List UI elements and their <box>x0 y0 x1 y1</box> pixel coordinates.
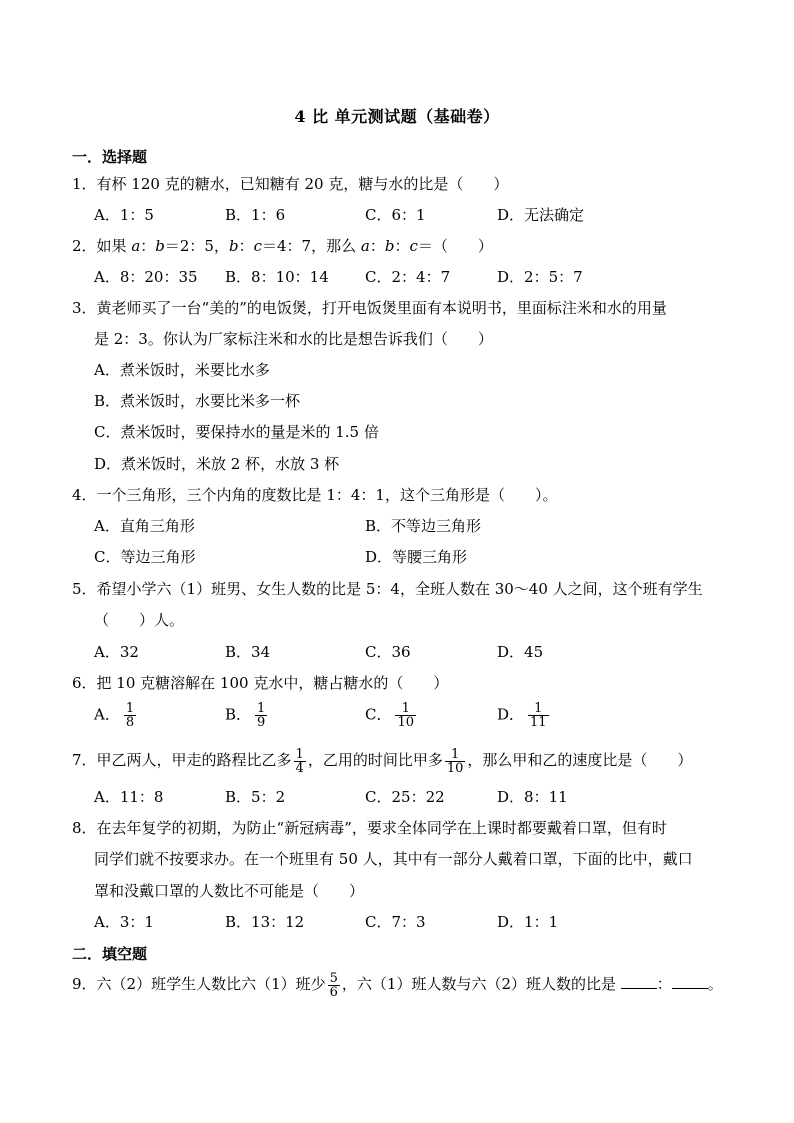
option-c[interactable]: C．等边三角形 <box>94 548 196 566</box>
fraction-numerator: 1 <box>395 702 416 716</box>
option-b[interactable]: B．1：6 <box>225 206 286 224</box>
fraction <box>294 748 306 775</box>
option-a[interactable]: A．1：5 <box>94 206 154 224</box>
option-b[interactable]: B．8：10：14 <box>225 268 329 286</box>
option-a[interactable]: A．11：8 <box>94 788 164 806</box>
q9-text: 9．六（2）班学生人数比六（1）班少 <box>72 975 326 993</box>
q2-text: ： <box>369 237 385 255</box>
question-4: 4．一个三角形，三个内角的度数比是 1：4：1，这个三角形是（ ）。 <box>72 486 558 504</box>
fraction-denominator: 10 <box>397 715 415 730</box>
option-c[interactable]: C．36 <box>365 643 411 661</box>
q9-text: ，六（1）班人数与六（2）班人数的比是 <box>341 975 621 993</box>
q2-text: 2．如果 <box>72 237 132 255</box>
fraction-numerator: 5 <box>329 970 338 986</box>
option-c[interactable]: C．6：1 <box>365 206 426 224</box>
question-7-options <box>94 787 754 811</box>
option-a[interactable] <box>94 702 138 729</box>
fraction-numerator: 1 <box>528 702 549 716</box>
var-c: c <box>409 237 418 255</box>
option-b[interactable]: B．34 <box>225 643 271 661</box>
option-b[interactable]: B．13：12 <box>225 913 305 931</box>
question-5-line-1: 5．希望小学六（1）班男、女生人数的比是 5：4，全班人数在 30～40 人之间，这个班有学生 <box>72 580 703 598</box>
answer-blank-2[interactable] <box>672 974 708 989</box>
q9-text: ： <box>656 975 672 993</box>
fraction-denominator: 4 <box>295 760 304 776</box>
option-c[interactable]: C．2：4：7 <box>365 268 451 286</box>
option-d[interactable]: D．8：11 <box>497 788 568 806</box>
section-fill-heading: 二．填空题 <box>72 945 148 963</box>
question-7 <box>72 744 692 776</box>
q7-text: ，乙用的时间比甲多 <box>307 751 443 769</box>
var-a: a <box>131 237 141 255</box>
section-choice-heading: 一．选择题 <box>72 148 148 166</box>
q7-text: ，那么甲和乙的速度比是（ ） <box>467 751 693 769</box>
question-8-line-2: 同学们就不按要求办。在一个班里有 50 人，其中有一部分人戴着口罩，下面的比中，戴口 <box>94 850 693 868</box>
fraction <box>328 972 340 999</box>
fraction-denominator: 8 <box>125 715 135 730</box>
question-8-line-1: 8．在去年复学的初期，为防止“新冠病毒”，要求全体同学在上课时都要戴着口罩，但有时 <box>72 819 667 837</box>
fraction <box>124 702 136 729</box>
option-c[interactable]: C．煮米饭时，要保持水的量是米的 1.5 倍 <box>94 423 379 441</box>
option-c[interactable] <box>365 702 418 729</box>
option-c[interactable]: C．25：22 <box>365 788 445 806</box>
option-label: D． <box>497 705 525 724</box>
option-d[interactable]: D．45 <box>497 643 544 661</box>
fraction-numerator: 1 <box>125 701 135 716</box>
option-d[interactable]: D．等腰三角形 <box>365 548 468 566</box>
option-d[interactable]: D．无法确定 <box>497 206 585 224</box>
question-9 <box>72 968 723 1000</box>
question-6-options <box>94 702 754 738</box>
var-b: b <box>155 237 165 255</box>
var-c: c <box>253 237 263 255</box>
option-b[interactable]: B．不等边三角形 <box>365 517 482 535</box>
option-d[interactable]: D．2：5：7 <box>497 268 583 286</box>
q7-text: 7．甲乙两人，甲走的路程比乙多 <box>72 751 292 769</box>
fraction <box>445 748 466 775</box>
question-8-line-3: 罩和没戴口罩的人数比不可能是（ ） <box>94 882 365 900</box>
question-5-line-2: （ ）人。 <box>94 611 185 629</box>
fraction-denominator: 6 <box>329 984 338 1000</box>
option-a[interactable]: A．32 <box>94 643 139 661</box>
option-label: C． <box>365 705 392 724</box>
option-b[interactable]: B．5：2 <box>225 788 286 806</box>
option-a[interactable]: A．煮米饭时，米要比水多 <box>94 361 270 379</box>
question-4-options-row-2 <box>94 547 754 571</box>
var-a: a <box>360 237 370 255</box>
q2-text: ： <box>238 237 254 255</box>
question-1: 1．有杯 120 克的糖水，已知糖有 20 克，糖与水的比是（ ） <box>72 175 509 193</box>
question-8-options <box>94 912 754 936</box>
fraction-numerator: 1 <box>445 748 466 762</box>
option-a[interactable]: A．8：20：35 <box>94 268 198 286</box>
option-d[interactable]: D．1：1 <box>497 913 559 931</box>
q2-text: ： <box>394 237 410 255</box>
q2-text: ＝2：5， <box>164 237 229 255</box>
option-b[interactable]: B．煮米饭时，水要比米多一杯 <box>94 392 301 410</box>
fraction-denominator: 11 <box>530 715 547 730</box>
fraction-denominator: 9 <box>257 715 266 730</box>
question-4-options-row-1 <box>94 516 754 540</box>
option-a[interactable]: A．3：1 <box>94 913 154 931</box>
option-d[interactable]: D．煮米饭时，米放 2 杯，水放 3 杯 <box>94 455 340 473</box>
page-title: 4 比 单元测试题（基础卷） <box>294 107 500 126</box>
question-1-options <box>94 205 754 229</box>
q2-text: ： <box>140 237 156 255</box>
q9-text: 。 <box>707 975 723 993</box>
var-b: b <box>228 237 239 255</box>
fraction <box>395 702 416 729</box>
fraction <box>528 702 549 729</box>
question-6: 6．把 10 克糖溶解在 100 克水中，糖占糖水的（ ） <box>72 674 449 692</box>
option-a[interactable]: A．直角三角形 <box>94 517 195 535</box>
option-label: B． <box>225 705 252 724</box>
fraction-numerator: 1 <box>257 701 266 716</box>
fraction <box>255 702 267 729</box>
question-3-line-2: 是 2：3。你认为厂家标注米和水的比是想告诉我们（ ） <box>94 330 493 348</box>
question-3-line-1: 3．黄老师买了一台“美的”的电饭煲，打开电饭煲里面有本说明书，里面标注米和水的用量 <box>72 299 667 317</box>
option-c[interactable]: C．7：3 <box>365 913 426 931</box>
q2-text: ＝（ ） <box>417 237 493 255</box>
question-2-options <box>94 267 754 291</box>
q2-text: ＝4：7，那么 <box>262 237 361 255</box>
fraction-numerator: 1 <box>295 746 304 762</box>
option-d[interactable] <box>497 702 551 729</box>
option-label: A． <box>94 705 120 724</box>
var-b: b <box>384 237 395 255</box>
question-5-options <box>94 642 754 666</box>
fraction-denominator: 10 <box>446 760 464 776</box>
question-2 <box>72 236 493 256</box>
option-b[interactable] <box>225 702 269 729</box>
answer-blank-1[interactable] <box>621 974 657 989</box>
